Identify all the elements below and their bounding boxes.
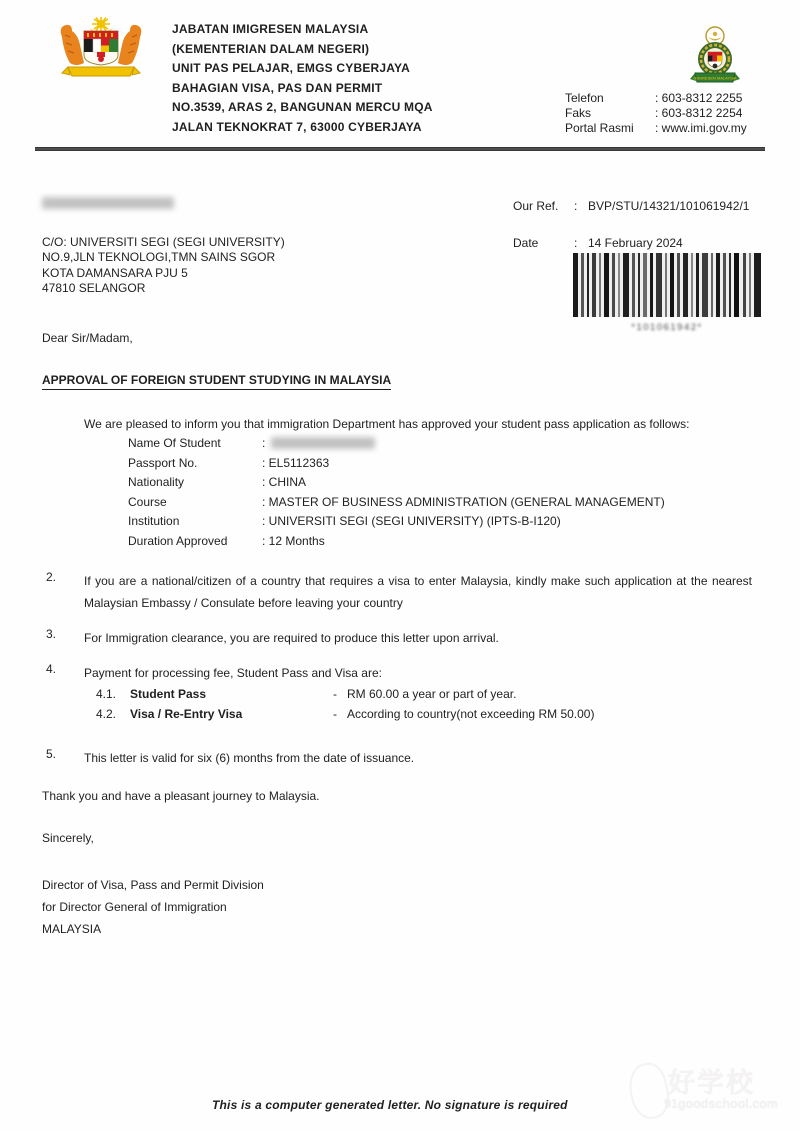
fee-number: 4.2. xyxy=(96,706,117,721)
subject-line xyxy=(42,373,391,387)
address-line: 47810 SELANGOR xyxy=(42,280,146,295)
dept-line: NO.3539, ARAS 2, BANGUNAN MERCU MQA xyxy=(172,100,433,114)
dept-line: JALAN TEKNOKRAT 7, 63000 CYBERJAYA xyxy=(172,119,422,134)
signature-line: Director of Visa, Pass and Permit Division xyxy=(42,878,264,892)
signature-block xyxy=(42,874,264,940)
item-number: 4. xyxy=(46,662,57,676)
detail-value: : 12 Months xyxy=(262,533,325,548)
item-text-immigration-clearance: For Immigration clearance, you are required to produce this letter upon arrival. xyxy=(84,631,499,645)
fee-dash: - xyxy=(333,687,337,701)
telefon-value: : 603-8312 2255 xyxy=(655,91,743,105)
item-text-payment: Payment for processing fee, Student Pass and Visa are: xyxy=(84,666,382,680)
item-text-visa-requirement: If you are a national/citizen of a country that requires a visa to enter Malaysia, kindly make such application at the nearest Malaysian Embassy / Consulate before leaving your country xyxy=(84,574,752,610)
detail-row-course xyxy=(128,495,665,509)
detail-value: : EL5112363 xyxy=(262,455,330,470)
detail-colon: : xyxy=(262,436,266,450)
detail-row-nationality xyxy=(128,475,306,489)
contact-row-portal xyxy=(565,121,747,136)
barcode xyxy=(573,253,761,333)
goodschool-watermark xyxy=(628,1055,798,1131)
date-row xyxy=(513,236,683,250)
sincerely-line: Sincerely, xyxy=(42,831,94,845)
imigresen-malaysia-emblem-icon xyxy=(683,25,747,89)
computer-generated-note: This is a computer generated letter. No signature is required xyxy=(212,1098,568,1112)
fee-value-student-pass: RM 60.00 a year or part of year. xyxy=(347,687,517,701)
detail-row-institution xyxy=(128,514,561,528)
item-text-validity: This letter is valid for six (6) months from the date of issuance. xyxy=(84,751,415,765)
detail-label: Nationality xyxy=(128,475,185,489)
detail-value: : UNIVERSITI SEGI (SEGI UNIVERSITY) (IPTS-B-I120) xyxy=(262,514,561,528)
portal-value: : www.imi.gov.my xyxy=(655,121,747,136)
subject-text: APPROVAL OF FOREIGN STUDENT STUDYING IN MALAYSIA xyxy=(42,373,391,390)
item-number: 2. xyxy=(46,570,57,584)
watermark-cn-text: 好学校 xyxy=(668,1068,755,1098)
intro-paragraph: We are pleased to inform you that immigration Department has approved your student pass application as follows: xyxy=(84,417,690,431)
fee-number: 4.1. xyxy=(96,687,117,701)
detail-row-name xyxy=(128,436,375,450)
detail-value: : CHINA xyxy=(262,475,307,489)
department-address-block xyxy=(172,20,433,137)
dept-line: (KEMENTERIAN DALAM NEGERI) xyxy=(172,41,370,56)
svg-text:IMIGRESEN MALAYSIA: IMIGRESEN MALAYSIA xyxy=(693,75,737,81)
faks-label: Faks xyxy=(565,106,592,121)
our-ref-colon: : xyxy=(574,199,578,213)
header-divider xyxy=(35,147,765,151)
redacted-student-name xyxy=(271,437,375,449)
our-ref-row xyxy=(513,199,749,213)
item-number: 3. xyxy=(46,627,57,641)
watermark-mascot-icon xyxy=(625,1060,674,1123)
detail-label: Duration Approved xyxy=(128,533,228,548)
care-of-address-block xyxy=(42,235,285,296)
detail-label: Course xyxy=(128,494,167,509)
date-label: Date xyxy=(513,236,539,250)
date-colon: : xyxy=(574,236,578,250)
date-value: 14 February 2024 xyxy=(588,236,683,250)
fee-label-student-pass: Student Pass xyxy=(130,687,207,701)
address-line: NO.9,JLN TEKNOLOGI,TMN SAINS SGOR xyxy=(42,250,276,265)
signature-line: MALAYSIA xyxy=(42,922,102,936)
dept-line: JABATAN IMIGRESEN MALAYSIA xyxy=(172,22,369,36)
barcode-bars xyxy=(573,253,761,317)
dept-line: UNIT PAS PELAJAR, EMGS CYBERJAYA xyxy=(172,61,411,75)
contact-row-telefon xyxy=(565,91,747,106)
contact-row-faks xyxy=(565,106,747,121)
watermark-en-text: 91goodschool.com xyxy=(664,1097,778,1111)
portal-label: Portal Rasmi xyxy=(565,121,634,136)
thanks-line: Thank you and have a pleasant journey to Malaysia. xyxy=(42,789,320,803)
address-line: C/O: UNIVERSITI SEGI (SEGI UNIVERSITY) xyxy=(42,235,285,249)
barcode-caption: *101061942* xyxy=(631,322,703,333)
salutation: Dear Sir/Madam, xyxy=(42,331,133,345)
detail-label: Name Of Student xyxy=(128,436,221,450)
signature-line: for Director General of Immigration xyxy=(42,900,227,914)
our-ref-value: BVP/STU/14321/101061942/1 xyxy=(588,199,750,213)
malaysia-coat-of-arms-icon xyxy=(56,15,146,83)
item-number: 5. xyxy=(46,747,57,761)
fee-dash: - xyxy=(333,706,337,721)
redacted-recipient-name xyxy=(42,197,174,209)
fee-value-visa: According to country(not exceeding RM 50.00) xyxy=(347,706,595,721)
our-ref-label: Our Ref. xyxy=(513,199,559,213)
fee-label-visa: Visa / Re-Entry Visa xyxy=(130,706,243,721)
detail-label: Passport No. xyxy=(128,455,198,470)
telefon-label: Telefon xyxy=(565,91,604,105)
detail-value: : MASTER OF BUSINESS ADMINISTRATION (GENERAL MANAGEMENT) xyxy=(262,494,665,509)
dept-line: BAHAGIAN VISA, PAS DAN PERMIT xyxy=(172,80,383,95)
detail-row-passport xyxy=(128,456,329,470)
detail-label: Institution xyxy=(128,514,180,528)
faks-value: : 603-8312 2254 xyxy=(655,106,743,121)
address-line: KOTA DAMANSARA PJU 5 xyxy=(42,265,188,280)
detail-row-duration xyxy=(128,534,325,548)
contact-block xyxy=(565,91,747,137)
